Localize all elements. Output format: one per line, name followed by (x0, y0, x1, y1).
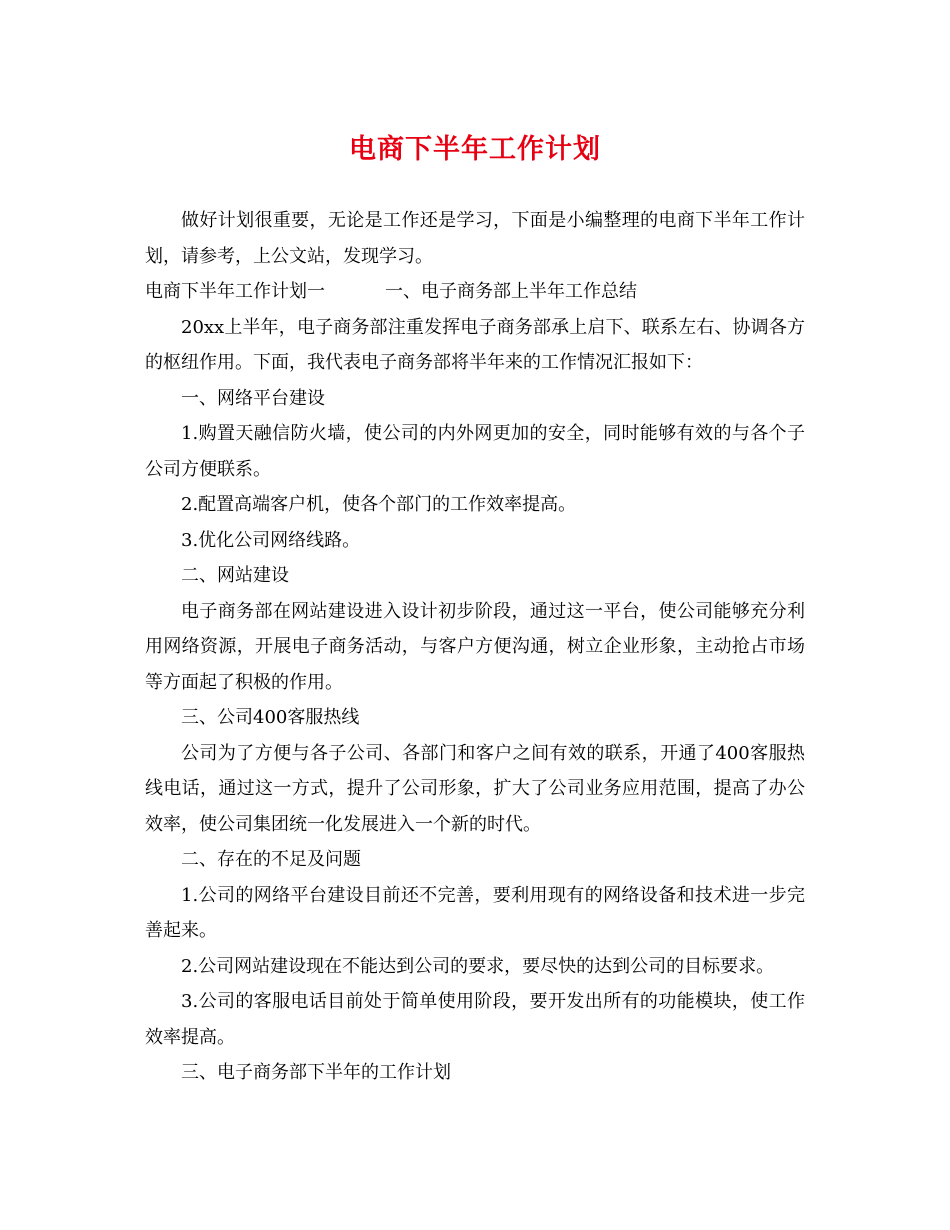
section-heading-network: 一、网络平台建设 (181, 387, 325, 409)
list-item-issue-website: 2.公司网站建设现在不能达到公司的要求，要尽快的达到公司的目标要求。 (181, 955, 775, 977)
list-item-firewall: 1.购置天融信防火墙，使公司的内外网更加的安全，同时能够有效的与各个子公司方便联系。 (145, 423, 805, 480)
list-item-client-machines: 2.配置高端客户机，使各个部门的工作效率提高。 (181, 494, 577, 515)
section-heading-website: 二、网站建设 (181, 565, 289, 586)
section-heading-plan: 三、电子商务部下半年的工作计划 (181, 1062, 451, 1083)
section-heading-issues: 二、存在的不足及问题 (181, 849, 361, 870)
list-item-issue-platform: 1.公司的网络平台建设目前还不完善，要利用现有的网络设备和技术进一步完善起来。 (145, 884, 805, 941)
list-item-network-lines: 3.优化公司网络线路。 (181, 529, 361, 551)
paragraph-summary: 20xx上半年，电子商务部注重发挥电子商务部承上启下、联系左右、协调各方的枢纽作用。下面，我代表电子商务部将半年来的工作情况汇报如下： (145, 316, 805, 373)
document-title: 电商下半年工作计划 (349, 134, 601, 165)
intro-paragraph: 做好计划很重要，无论是工作还是学习，下面是小编整理的电商下半年工作计划，请参考，上公文站，发现学习。 (145, 210, 805, 267)
list-item-issue-hotline: 3.公司的客服电话目前处于简单使用阶段，要开发出所有的功能模块，使工作效率提高。 (145, 991, 805, 1048)
section-heading-hotline: 三、公司400客服热线 (181, 707, 360, 728)
plan-heading-right: 一、电子商务部上半年工作总结 (385, 281, 637, 302)
plan-heading (145, 274, 805, 310)
paragraph-hotline: 公司为了方便与各子公司、各部门和客户之间有效的联系，开通了400客服热线电话，通过这一方式，提升了公司形象，扩大了公司业务应用范围，提高了办公效率，使公司集团统一化发展进入一个新的时代。 (145, 742, 805, 835)
document-body (145, 203, 805, 1091)
paragraph-website: 电子商务部在网站建设进入设计初步阶段，通过这一平台，使公司能够充分利用网络资源，开展电子商务活动，与客户方便沟通，树立企业形象，主动抢占市场等方面起了积极的作用。 (145, 600, 805, 693)
plan-heading-left: 电商下半年工作计划一 (145, 281, 325, 302)
